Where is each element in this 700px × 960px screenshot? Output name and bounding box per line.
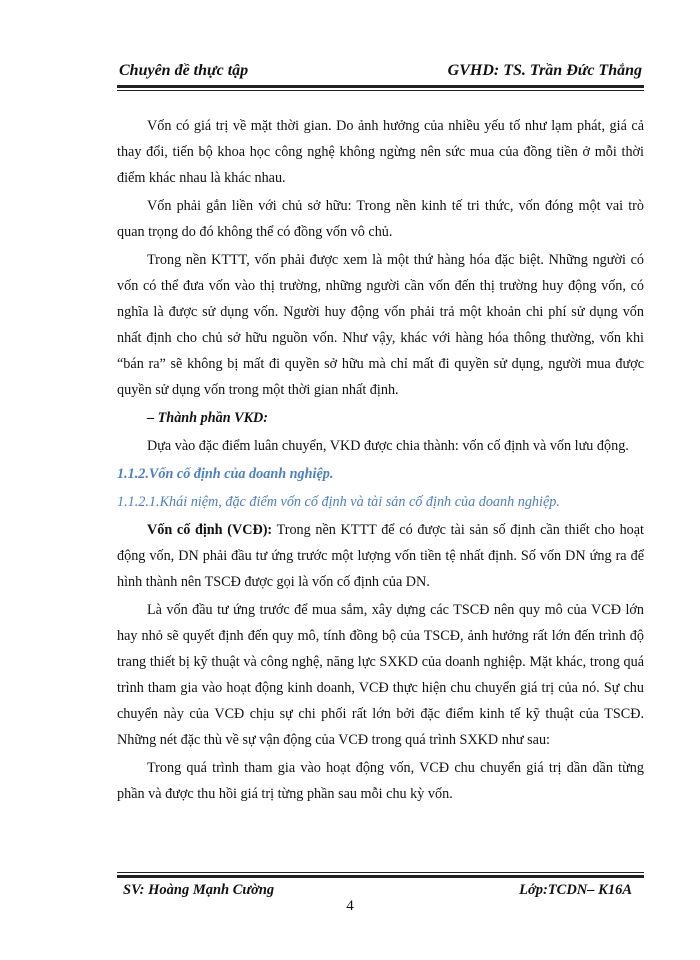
paragraph-special-commodity: Trong nền KTTT, vốn phải được xem là một thứ hàng hóa đặc biệt. Những người có vốn có thể đưa vốn vào thị trường, những người cần vốn đến thị trường huy động vốn, có nghĩa là được sử dụng vốn. Người huy động vốn phải trả một khoản chi phí sử dụng vốn nhất định cho chủ sở hữu nguồn vốn. Như vậy, khác với hàng hóa thông thường, vốn khi “bán ra” sẽ không bị mất đi quyền sở hữu mà chỉ mất đi quyền sử dụng, người mua được quyền sử dụng vốn trong một thời gian nhất định.: [117, 252, 644, 398]
paragraph-fixed-capital-definition: [117, 517, 644, 595]
page-body: [117, 113, 644, 809]
definition-text: Trong nền KTTT để có được tài sản số định cần thiết cho hoạt động vốn, DN phải đầu tư ứng trước một lượng vốn tiền tệ nhất định. Số vốn DN ứng ra để hình thành nên TSCĐ được gọi là vốn cố định của DN.: [117, 522, 644, 590]
header-rule: [117, 85, 644, 88]
footer-class: Lớp:TCDN– K16A: [519, 882, 632, 898]
page-number: 4: [346, 898, 354, 914]
section-heading: 1.1.2.Vốn cố định của doanh nghiệp.: [117, 466, 334, 482]
footer-student: SV: Hoàng Mạnh Cường: [123, 882, 275, 898]
header-supervisor: GVHD: TS. Trần Đức Thắng: [447, 62, 642, 79]
page-header: [117, 62, 644, 84]
header-rule-thin: [117, 90, 644, 91]
paragraph-ownership: Vốn phải gắn liền với chủ sở hữu: Trong nền kinh tế tri thức, vốn đóng một vai trò quan trọng do đó không thể có đồng vốn vô chủ.: [117, 198, 644, 240]
subsection-heading: 1.1.2.1.Khái niệm, đặc điểm vốn cố định và tài sản cố định của doanh nghiệp.: [117, 494, 560, 510]
paragraph-fixed-capital-characteristics: Là vốn đầu tư ứng trước để mua sắm, xây dựng các TSCĐ nên quy mô của VCĐ lớn hay nhỏ sẽ quyết định đến quy mô, tính đồng bộ của TSCĐ, ảnh hưởng rất lớn đến trình độ trang thiết bị kỹ thuật và công nghệ, năng lực SXKD của doanh nghiệp. Mặt khác, trong quá trình tham gia vào hoạt động kinh doanh, VCĐ thực hiện chu chuyển giá trị của nó. Sự chu chuyển này của VCĐ chịu sự chi phối rất lớn bởi đặc điểm kinh tế kỹ thuật của TSCĐ. Những nét đặc thù về sự vận động của VCĐ trong quá trình SXKD như sau:: [117, 602, 644, 748]
term-fixed-capital: Vốn cố định (VCĐ):: [147, 522, 273, 538]
paragraph-value-circulation: Trong quá trình tham gia vào hoạt động vốn, VCĐ chu chuyển giá trị dần dần từng phần và được thu hồi giá trị từng phần sau mỗi chu kỳ vốn.: [117, 760, 644, 802]
paragraph-time-value: Vốn có giá trị về mặt thời gian. Do ảnh hưởng của nhiều yếu tố như lạm phát, giá cả thay đổi, tiến bộ khoa học công nghệ không ngừng nên sức mua của đồng tiền ở mỗi thời điểm khác nhau là khác nhau.: [117, 118, 644, 186]
header-course-title: Chuyên đề thực tập: [119, 62, 249, 79]
footer-rule: [117, 875, 644, 878]
footer-rule-thin: [117, 872, 644, 873]
bullet-components: – Thành phần VKD:: [147, 410, 269, 426]
paragraph-classification: Dựa vào đặc điểm luân chuyển, VKD được chia thành: vốn cố định và vốn lưu động.: [147, 438, 629, 454]
